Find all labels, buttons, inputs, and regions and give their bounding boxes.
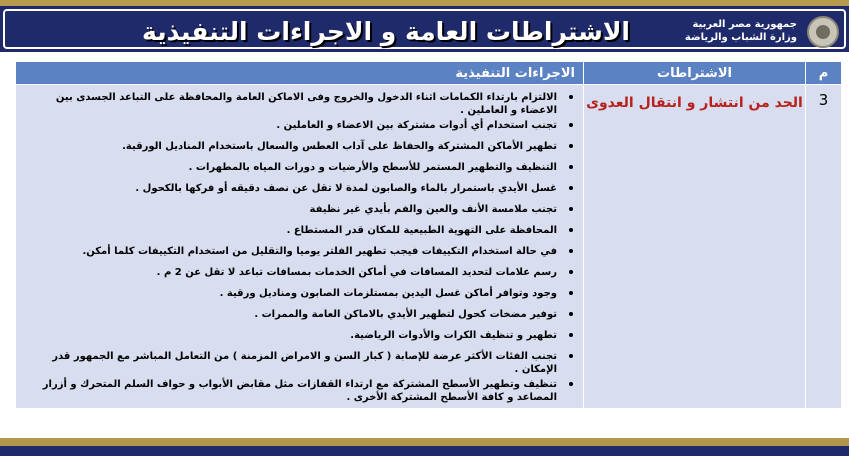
- list-item: في حالة استخدام التكييفات فيجب تطهير الفلتر يوميا والتقليل من استخدام التكييفات كلما أمكن.: [22, 243, 557, 264]
- header-banner: [0, 6, 849, 52]
- list-item: توفير مضخات كحول لتطهير الأيدي بالاماكن العامة والممرات .: [22, 306, 557, 327]
- ministry-name: [685, 18, 797, 44]
- column-header-conditions: الاشتراطات: [584, 62, 806, 85]
- table-header-row: [16, 62, 842, 85]
- list-item: رسم علامات لتحديد المسافات في أماكن الخدمات بمسافات تباعد لا تقل عن 2 م .: [22, 264, 557, 285]
- procedures-list: [22, 89, 557, 404]
- list-item: المحافظة على التهوية الطبيعية للمكان قدر المستطاع .: [22, 222, 557, 243]
- list-item: تطهير و تنظيف الكرات والأدوات الرياضية.: [22, 327, 557, 348]
- footer-gold-bar: [0, 438, 849, 446]
- list-item: تجنب استخدام أي أدوات مشتركة بين الاعضاء و العاملين .: [22, 117, 557, 138]
- list-item: تجنب الفئات الأكثر عرضة للإصابة ( كبار السن و الامراض المزمنة ) من التعامل المباشر مع الجمهور قدر الإمكان .: [22, 348, 557, 376]
- ministry-line-country: جمهورية مصر العربية: [692, 19, 797, 30]
- list-item: تطهير الأماكن المشتركة والحفاظ على آداب العطس والسعال باستخدام المناديل الورقية.: [22, 138, 557, 159]
- row-procedures: [16, 85, 584, 409]
- row-condition: الحد من انتشار و انتقال العدوى: [584, 85, 806, 409]
- table-row: [16, 85, 842, 409]
- list-item: وجود وتوافر أماكن غسل اليدين بمستلزمات الصابون ومناديل ورقية .: [22, 285, 557, 306]
- footer-navy-bar: [0, 446, 849, 456]
- list-item: تجنب ملامسة الأنف والعين والفم بأيدي غير نظيفة: [22, 201, 557, 222]
- page-title: الاشتراطات العامة و الاجراءات التنفيذية: [142, 17, 630, 46]
- list-item: الالتزام بارتداء الكمامات اثناء الدخول والخروج وفى الاماكن العامة والمحافظة على التباعد الجسدى بين الاعضاء و العاملين .: [22, 89, 557, 117]
- row-number: 3: [806, 85, 842, 409]
- column-header-number: م: [806, 62, 842, 85]
- column-header-procedures: الاجراءات التنفيذية: [16, 62, 584, 85]
- ministry-seal-icon: [807, 16, 839, 48]
- list-item: تنظيف وتطهير الأسطح المشتركة مع ارتداء القفازات مثل مقابض الأبواب و حواف السلم المتحرك و أزرار المصاعد و كافة الأسطح المشتركة الأخرى .: [22, 376, 557, 404]
- requirements-table: [15, 61, 842, 409]
- list-item: غسل الأيدي باستمرار بالماء والصابون لمدة لا تقل عن نصف دقيقه أو فركها بالكحول .: [22, 180, 557, 201]
- list-item: التنظيف والتطهير المستمر للأسطح والأرضيات و دورات المياه بالمطهرات .: [22, 159, 557, 180]
- ministry-line-ministry: وزارة الشباب والرياضة: [684, 32, 797, 43]
